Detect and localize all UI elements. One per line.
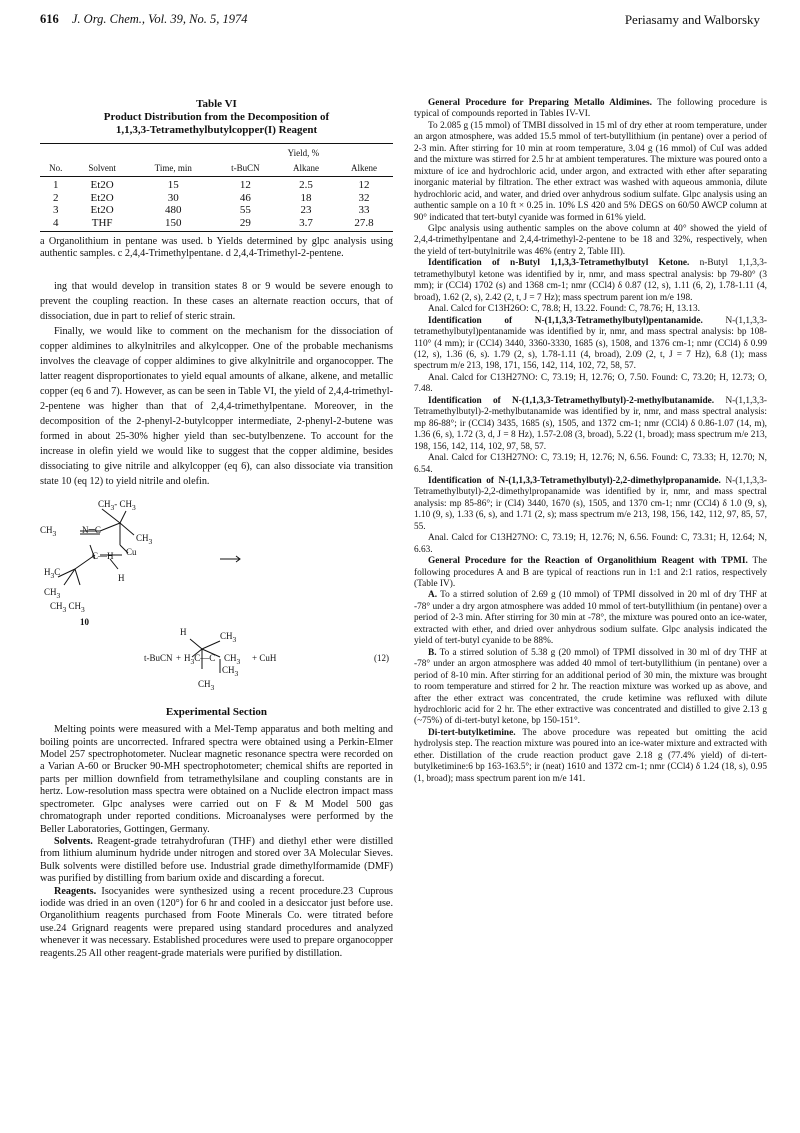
right-column <box>414 98 767 785</box>
table-vi <box>40 98 393 261</box>
table-row: 2 Et2O 30 46 18 32 <box>53 191 370 204</box>
col-tbucn: t-BuCN <box>214 161 277 177</box>
paragraph: A. To a stirred solution of 2.69 g (10 mmol) of TPMI dissolved in 20 ml of dry THF at -78° under a dry argon atmosphere was added 10 mmol of tert-butyllithium (in pentane) over a period of 2-3 min. After stirring for 30 min at -78°, the mixture was poured onto an ice-water, extracted with ether, and dried over anhydrous sodium sulfate. Glpc analysis indicated the yield of tert-butyl cyanide to be 88%. <box>414 590 767 647</box>
left-column <box>40 98 393 960</box>
paragraph: Identification of N-(1,1,3,3-Tetramethylbutyl)-2-methylbutanamide. N-(1,1,3,3-Tetramethylbutyl)-2-methylbutanamide was identified by ir, nmr, and mass spectral analysis: mp 86-88°; ir (CCl4) 3435, 1685 (s), 1505, and 1372 cm-1; nmr (CCl4) δ 0.86-1.07 (14, m), 1.36 (6, s), 1.72 (3, d, J = 8 Hz), 1.57-2.08 (3, broad), 5.22 (1, broad); mass spectrum m/e 213, 198, 156, 142, 114, 102, 97, 58, 57. <box>414 395 768 452</box>
reaction-scheme: $CH_3‑$ $CH_3$ $CH_3$ N═C $CH_3$ Cu $H_3C$ C—H $CH_3$ H $CH_3$ $CH_3$ 10 H $CH_3$ t-BuCN + $H_3C—C$ $CH_3$ + CuH $CH_3$ $CH_3$ (12) <box>40 489 393 699</box>
paragraph: B. To a stirred solution of 5.38 g (20 mmol) of TPMI dissolved in 30 ml of dry THF at -78° under an argon atmosphere was added 40 mmol of tert-butyllithium (in pentane) over a period of 8-10 min. After stirring for an additional period of 30 min, the mixture was brought to room temperature and stirred for 2 hr. The reaction mixture was worked up as above, and after the ether extract was concentrated, the crude ketimine was refluxed with dilute hydrochloric acid for 2 hr. The ether extractive was concentrated and distilled to give 2.13 g (~75%) of di-tert-butyl ketone, bp 150-151°. <box>414 647 767 727</box>
running-authors: Periasamy and Walborsky <box>624 12 760 27</box>
tbucn-product: t-BuCN <box>144 652 173 663</box>
paragraph: Solvents. Reagent-grade tetrahydrofuran (THF) and diethyl ether were distilled from lithium aluminum hydride under nitrogen and stored over 3A Molecular Sieves. Bulk solvents were distilled before use. Industrial grade dimethylformamide (DMF) was purified by distilling from barium oxide and discarding a forecut. <box>40 835 394 885</box>
paragraph: ing that would develop in transition states 8 or 9 would be severe enough to prevent the coupling reaction. In these cases an alternate reaction occurs, that of dissociation, due in part to relief of steric strain. <box>40 280 393 322</box>
paragraph: To 2.085 g (15 mmol) of TMBI dissolved in 15 ml of dry ether at room temperature, under an argon atmosphere, was added 15.5 mmol of tert-butyllithium (in pentane) over a period of 2-3 min. After stirring for 10 min at room temperature, 3.04 g (16 mmol) of CuI was added and the mixture was stirred for 2.5 hr at ambient temperatures. The mixture was poured onto a mixture of ice and hydrochloric acid, under argon, and extracted with ether after separating inorganic material by filtration. The ether extract was washed with aqueous ammonia, dilute hydrochloric acid, and water, and dried over anhydrous sodium sulfate. Glpc analysis using an authentic sample on a 10 ft × 0.25 in. 10% LS 420 and 5% DEGS on 60/50 AWCP column at 90° indicated that tert-butyl cyanide was formed in 61% yield. <box>414 120 767 223</box>
col-alkane: Alkane <box>277 161 335 177</box>
page-number: 616 <box>40 12 59 26</box>
paragraph: Glpc analysis using authentic samples on the above column at 40° showed the yield of 2,4,4-trimethylpentane and 2,4,4-trimethyl-2-pentene to be 18 and 32%, respectively, when the yield of tert-butylnitrile was 46% (entry 2, Table III). <box>414 223 767 257</box>
product-table <box>40 143 393 232</box>
page-header <box>40 12 760 34</box>
paragraph: Identification of n-Butyl 1,1,3,3-Tetramethylbutyl Ketone. n-Butyl 1,1,3,3-tetramethylbutyl ketone was identified by ir, nmr, and mass spectral analysis: bp 79-80° (3 mm); ir (CCl4) 1702 (s) and 1368 cm-1; nmr (CCl4) δ 0.87 (12, s), 1.11 (6, 2), 1.78-1.11 (4, broad), 1.62 (2, s), 2.42 (2, t, J = 7 Hz); mass spectrum parent ion m/e 198. <box>414 258 767 303</box>
paragraph: Identification of N-(1,1,3,3-Tetramethylbutyl)-2,2-dimethylpropanamide. N-(1,1,3,3-Tetramethylbutyl)-2,2-dimethylpropanamide was identified by ir, nmr, and mass spectral analysis: mp 85-86°; ir (Cl4) 3440, 1670 (s), 1505, and 1370 cm-1; nmr (CCl4) δ 1.0 (9, s), 1.10 (9, s), 1.33 (6, s), and 1.71 (2, s); mass spectrum m/e 213, 198, 156, 142, 112, 97, 85, 57, 55. <box>414 475 768 532</box>
table-title: Table VI Product Distribution from the Decomposition of 1,1,3,3-Tetramethylbutylcopper(I) Reagent <box>103 98 330 136</box>
paragraph: Reagents. Isocyanides were synthesized using a recent procedure.23 Cuprous iodide was dried in an oven (120°) for 6 hr and cooled in a desiccator just before use. Organolithium reagents purchased from Foote Minerals Co. were titrated before use.24 Grignard reagents were prepared using standard procedures and analyzed whenever it was necessary. Established procedures were used to prepare organocopper reagents.25 All other reagent-grade materials were purified by distillation. <box>40 885 393 959</box>
paragraph: Identification of N-(1,1,3,3-Tetramethylbutyl)pentanamide. N-(1,1,3,3-tetramethylbutyl)pentanamide was identified by ir, nmr, and mass spectral analysis: bp 108-110° (4 mm); ir (CCl4) 3440, 3360-3330, 1685 (s), 1508, and 1376 cm-1; nmr (CCl4) δ 0.99 (12, s), 1.36 (6, s). 1.79 (2, s), 1.78-1.11 (4, broad), 2.09 (2, t, J = 7 Hz), 6.8 (1); mass spectrum m/e 213, 198, 171, 156, 142, 114, 102, 72, 58, 57. <box>414 315 768 372</box>
paragraph: Finally, we would like to comment on the mechanism for the dissociation of copper aldimines to alkylnitriles and alkylcopper. One of the probable mechanisms involves the cleavage of copper aldimines to give alkylnitrile and organocopper. The latter reagent disproportionates to yield equal amounts of alkane, alkene, and metallic copper (eq 6 and 7). However, as can be seen in Table VI, the yield of 2,4,4-trimethyl-2-pentene was higher than that of 2,4,4-trimethylpentane. Moreover, in the decomposition of the 2-phenyl-2-butylcopper intermediate, 2-phenyl-2-butene was formed in about 25-30% higher yield than sec-butylbenzene. To account for the increase in olefin yield we would like to suggest that the copper aldimine, besides dissociating to give nitrile and alkylcopper (eq 6), can also dissociate via transition state 10 (eq 12) to yield nitrile and olefin. <box>40 325 393 487</box>
paragraph: Di-tert-butylketimine. The above procedure was repeated but omitting the acid hydrolysis step. The reaction mixture was poured into an ice-water mixture and extracted with ether. Distillation of the crude reaction product gave 2.18 g (77.4% yield) of di-tert-butylketimine:6 bp 163-163.5°; ir (neat) 1610 and 1372 cm-1; nmr (CCl4) δ 1.24 (18, s), 0.95 (1, broad); mass spectrum parent ion m/e 141. <box>414 727 767 784</box>
paragraph: Anal. Calcd for C13H26O: C, 78.8; H, 13.22. Found: C, 78.76; H, 13.13. <box>428 304 700 315</box>
paragraph: Anal. Calcd for C13H27NO: C, 73.19; H, 12.76; O, 7.50. Found: C, 73.20; H, 12.73; O, 7.48. <box>414 372 767 395</box>
col-no: No. <box>40 161 72 177</box>
table-row: 4 THF 150 29 3.7 27.8 <box>40 217 393 232</box>
compound-10-label: 10 <box>80 616 89 627</box>
col-alkene: Alkene <box>335 161 393 177</box>
table-row: 1 Et2O 15 12 2.5 12 <box>53 179 370 191</box>
paragraph: Anal. Calcd for C13H27NO: C, 73.19; H, 12.76; N, 6.56. Found: C, 73.31; H, 12.64; N, 6.63. <box>414 533 767 555</box>
structure-10-drawing <box>40 489 393 699</box>
yield-group-header: Yield, % <box>214 144 393 161</box>
paragraph: General Procedure for the Reaction of Organolithium Reagent with TPMI. The following procedures A and B are typical of reactions run in 1:1 and 2:1 ratios, respectively (Table IV). <box>414 556 767 590</box>
journal-citation: J. Org. Chem., Vol. 39, No. 5, 1974 <box>71 12 248 26</box>
table-row: 3 Et2O 480 55 23 33 <box>53 204 370 216</box>
paragraph: Anal. Calcd for C13H27NO: C, 73.19; H, 12.76; N, 6.56. Found: C, 73.33; H, 12.70; N, 6.54. <box>414 453 767 475</box>
col-solvent: Solvent <box>72 161 133 177</box>
experimental-heading: Experimental Section <box>165 705 268 718</box>
col-time: Time, min <box>133 161 214 177</box>
table-footnote: a Organolithium in pentane was used. b Yields determined by glpc analysis using authentic samples. c 2,4,4-Trimethylpentane. d 2,4,4-Trimethyl-2-pentene. <box>40 236 393 260</box>
paragraph: General Procedure for Preparing Metallo Aldimines. The following procedure is typical of compounds reported in Tables IV-VI. <box>414 98 768 120</box>
paragraph: Melting points were measured with a Mel-Temp apparatus and both melting and boiling points are uncorrected. Infrared spectra were obtained using a Perkin-Elmer Model 257 spectrophotometer. Nuclear magnetic resonance spectra were recorded on a Varian A-60 or Brucker 90-MH spectrophotometer; chemical shifts are reported in parts per million downfield from tetramethylsilane and coupling constants are in hertz. Low-resolution mass spectra were obtained on a Nuclide electron impact mass spectrometer. Glpc analyses were carried out on F & M Model 500 gas chromatograph under reported conditions. Microanalyses were performed by the Beller Laboratories, Gottingen, Germany. <box>40 724 393 835</box>
equation-number: (12) <box>374 652 389 663</box>
